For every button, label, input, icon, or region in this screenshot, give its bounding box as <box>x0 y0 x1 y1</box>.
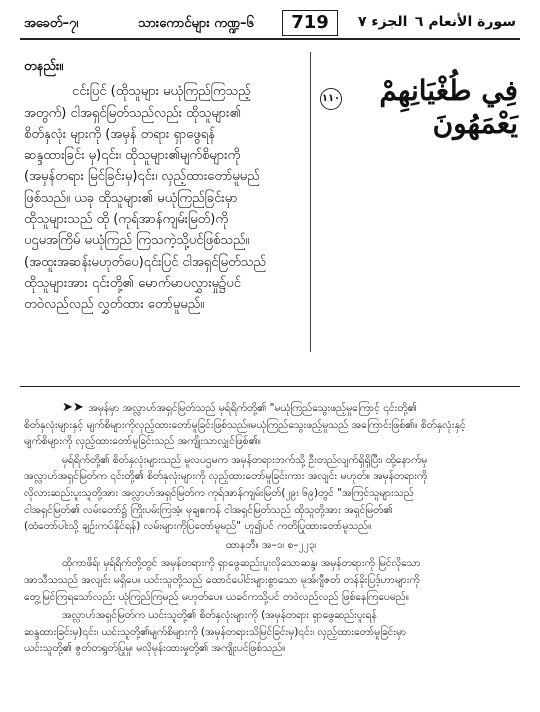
text-line: ပဌမအကြိမ် မယုံကြည် ကြသကဲ့သို့ပင်ဖြစ်သည်။ <box>24 233 250 249</box>
text-line: အလ္လာဟ်အရှင်မြတ်က ယင်းသူတို့၏ စိတ်နှလုံးများကို (အမှန်တရား ရှာဖွေဆည်းပူးရန် <box>62 609 377 622</box>
footnote-4 <box>24 607 518 657</box>
text-line: အာသီသသည် အလျင်း မရှိပေ။ ယင်းသူတို့သည် ထောင်ပေါင်းများစွာသော မုအ်ဂျီဇတ် တန်ခိုးပြဒ့်ဟာများကို <box>24 573 420 586</box>
column-separator <box>310 52 311 352</box>
arabic-verse: فِي طُغْيَانِهِمْ يَعْمَهُونَ <box>379 74 518 140</box>
text-line: စိတ်နှလုံးများနှင့် မျက်စိများကိုလှည့်ထားတော်မူခြင်းဖြစ်သည်။မယုံကြည်သွေးဖည့်မှုသည် အကြောင်းဖြစ်၏။ စိတ်နှလုံးနှင့် <box>24 418 466 431</box>
arrow-icon: ➤➤ <box>62 400 89 415</box>
intro-text: တနည်း။ <box>24 59 64 74</box>
text-line: မျက်စိများကို လှည့်ထားတော်မူခြင်းသည် အကျိုးသာလျှင်ဖြစ်၏။ <box>24 435 261 448</box>
footnote-divider <box>20 386 520 387</box>
text-line: (အမှန်တရား မြင်ခြင်းမှ)၎င်း၊ လှည့်ထားတော်မူမည် <box>24 169 260 185</box>
text-line: (ထံတော်ပါးသို့ ချဉ်းကပ်နိုင်ရန်) လမ်းများကိုပြတော်မူမည်" ဟူ၍ပင် ကတိပြုထားတော်မူသည်။ <box>24 520 372 533</box>
page-header <box>20 12 520 40</box>
translation-paragraph <box>24 81 300 315</box>
text-line: ဖြစ်သည်။ ယခု ထိုသူများ၏ မယုံကြည်ခြင်းမှာ <box>24 190 238 206</box>
section-label: သားကောင်များ ကဏ္ဍ–၆ <box>138 16 254 31</box>
page-number: 719 <box>282 10 338 36</box>
footnote-3 <box>24 555 518 605</box>
text-line: ငင်းပြင် (ထိုသူများ မယုံကြည်ကြသည့် <box>72 84 251 100</box>
ayah-number-badge: ١١٠ <box>320 88 342 110</box>
footnote-reference: ထာနဘီ။ အ–၁၊ စ–၂၂၃၊ <box>225 538 317 551</box>
text-line: ထိုကာဖိရ်၊ မှရ်ရိက်တို့တွင် အမှန်တရားကို ရှာဖွေဆည်းပူးလိုသောဆန္ဒ၊ အမှန်တရားကို မြင်လိုသော <box>62 557 421 570</box>
text-line: တဝဲလည်လည် လွှတ်ထား တော်မူမည်။ <box>24 297 205 313</box>
text-line: ငါအရှင်မြတ်၏ လမ်းတော်၌ ကြိုးပမ်းကြအံ့၊ မုချဧကန် ငါအရှင်မြတ်သည် ထိုသူတို့အား အရှင်မြတ်၏ <box>24 503 393 516</box>
juz-label: الجزء ٧ <box>358 14 408 30</box>
chapter-label: အခေတ်–၇၊ <box>24 16 79 31</box>
text-line: လိုလားဆည်းပူးသူတို့အား အလ္လာဟ်အရှင်မြတ်က ကုရ်အာန်ကျမ်းမြတ်(၂၉း ၆၉)တွင် "အကြင်သူများသည် <box>24 486 414 499</box>
text-line: ယင်းသူတို့၏ ဇွတ်တရွတ်ပြုမှု၊ မလိုမုန်းထားမှုတို့၏ အကျိုးပင်ဖြစ်သည်။ <box>24 642 286 655</box>
text-line: စိတ်နှလုံး များကို (အမှန် တရား ရှာဖွေရန် <box>24 126 215 142</box>
text-line: ဆန္ဒထားခြင်းမှ)၎င်း၊ ယင်းသူတို့၏မျက်စိများကို (အမှန်တရားသိမြင်ခြင်းမှ)၎င်း၊ လှည့်ထားတော်မူခြင်းမှာ <box>24 625 407 638</box>
text-line-content: အမှန်မှာ အလ္လာဟ်အရှင်မြတ်သည် မှရ်ရိက်တို့၏ "မယုံကြည်သွေးဖည့်မှုကြောင့် ၎င်းတို့၏ <box>88 402 417 414</box>
surah-label: سورة الأنعام ٦ <box>414 14 516 30</box>
text-line: ထိုသူများအား ၎င်းတို့၏ မောက်မာပလွှားမှု၌ပင် <box>24 275 241 291</box>
text-line: တွေ့မြင်ကြရသော်လည်း ယုံကြည်ကြမည် မဟုတ်ပေ။ ယခင်ကသို့ပင် တဝဲလည်လည် ဖြစ်နေကြပေမည်။ <box>24 590 409 603</box>
text-line: ထိုသူများသည် ထို (ကုရ်အာန်ကျမ်းမြတ်)ကို <box>24 212 229 228</box>
text-line <box>24 400 518 417</box>
translation-column <box>24 56 300 316</box>
text-line: မှရ်ရိက်တို့၏ စိတ်နှလုံးများသည် မူလပဌမက အမှန်တရားဘက်သို့ ဦးတည်လျက်ရှိရှိပြီး၊ ထို့နောက်မှ <box>62 453 428 466</box>
text-line: ဆန္ဒထားခြင်း မှ)၎င်း၊ ထိုသူများ၏မျက်စိများကို <box>24 148 241 164</box>
text-line: အလ္လာဟ်အရှင်မြတ်က ၎င်းတို့၏ စိတ်နှလုံးများကို လှည့်ထားတော်မူခြင်းကား အလျင်း မဟုတ်။ အမှန်တရားကို <box>24 470 428 483</box>
footnotes-section <box>24 400 518 659</box>
text-line: (အထူးအဆန်းမဟုတ်ပေ)၎င်းပြင် ငါအရှင်မြတ်သည် <box>24 254 266 270</box>
footnote-1 <box>24 400 518 450</box>
text-line: အတွက်) ငါအရှင်မြတ်သည်လည်း ထိုသူများ၏ <box>24 105 242 121</box>
footnote-2 <box>24 452 518 535</box>
